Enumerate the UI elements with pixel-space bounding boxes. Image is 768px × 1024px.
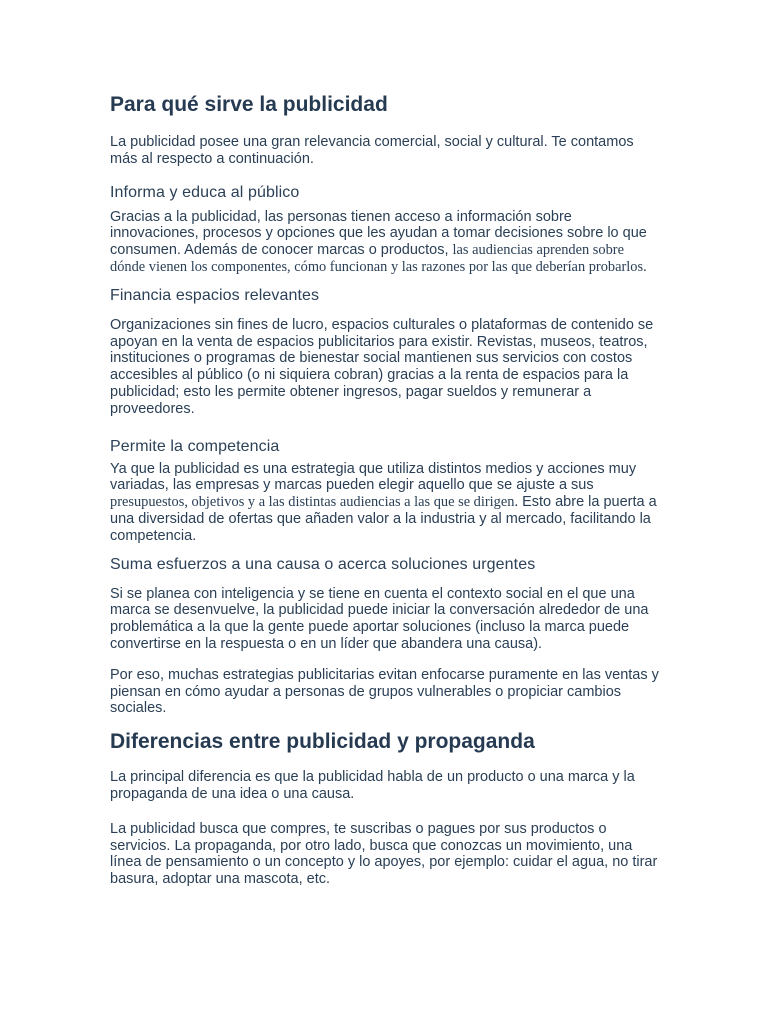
subheading-financia: Financia espacios relevantes <box>110 286 320 304</box>
section-title-para-que-sirve: Para qué sirve la publicidad <box>110 93 388 116</box>
paragraph-suma-esfuerzos-1: Si se planea con inteligencia y se tiene en cuenta el contexto social en el que una marca se desenvuelve, la publicidad puede iniciar la conversación alrededor de una problemática a la que la gente puede aportar soluciones (incluso la marca puede convertirse en la respuesta o en un líder que abandera una causa). <box>110 585 649 652</box>
paragraph-informa <box>110 209 662 276</box>
intro-paragraph: La publicidad posee una gran relevancia comercial, social y cultural. Te contamos más al respecto a continuación. <box>110 134 634 167</box>
paragraph-competencia-part-c: Esto abre la puerta a una diversidad de ofertas que añaden valor a la industria y al mercado, facilitando la competencia. <box>110 494 657 544</box>
paragraph-competencia-part-b: presupuestos, objetivos y a las distintas audiencias a las que se dirigen. <box>110 494 519 511</box>
subheading-competencia: Permite la competencia <box>110 437 280 455</box>
subheading-informa: Informa y educa al público <box>110 183 300 201</box>
subheading-suma-esfuerzos: Suma esfuerzos a una causa o acerca soluciones urgentes <box>110 555 536 573</box>
paragraph-competencia-part-a: Ya que la publicidad es una estrategia que utiliza distintos medios y acciones muy variadas, las empresas y marcas pueden elegir aquello que se ajuste a sus <box>110 460 637 494</box>
paragraph-financia: Organizaciones sin fines de lucro, espacios culturales o plataformas de contenido se apoyan en la venta de espacios publicitarios para existir. Revistas, museos, teatros, instituciones o programas de bienestar social mantienen sus servicios con costos accesibles al público (o ni siquiera cobran) gracias a la renta de espacios para la publicidad; esto les permite obtener ingresos, pagar sueldos y remunerar a proveedores. <box>110 316 654 417</box>
paragraph-informa-part-b: las audiencias aprenden sobre dónde vienen los componentes, cómo funcionan y las razones por las que deberían probarlos. <box>110 242 647 275</box>
paragraph-diferencias-2: La publicidad busca que compres, te suscribas o pagues por sus productos o servicios. La propaganda, por otro lado, busca que conozcas un movimiento, una línea de pensamiento o un concepto y lo apoyes, por ejemplo: cuidar el agua, no tirar basura, adoptar una mascota, etc. <box>110 820 658 888</box>
paragraph-informa-part-a: Gracias a la publicidad, las personas tienen acceso a información sobre innovaciones, procesos y opciones que les ayudan a tomar decisiones sobre lo que consumen. Además de conocer marcas o productos, <box>110 208 647 259</box>
document-content <box>110 90 662 888</box>
paragraph-diferencias-1: La principal diferencia es que la publicidad habla de un producto o una marca y la propaganda de una idea o una causa. <box>110 769 635 802</box>
paragraph-competencia <box>110 461 662 545</box>
section-title-diferencias: Diferencias entre publicidad y propaganda <box>110 730 535 754</box>
paragraph-suma-esfuerzos-2: Por eso, muchas estrategias publicitarias evitan enfocarse puramente en las ventas y piensan en cómo ayudar a personas de grupos vulnerables o propiciar cambios sociales. <box>110 666 659 717</box>
